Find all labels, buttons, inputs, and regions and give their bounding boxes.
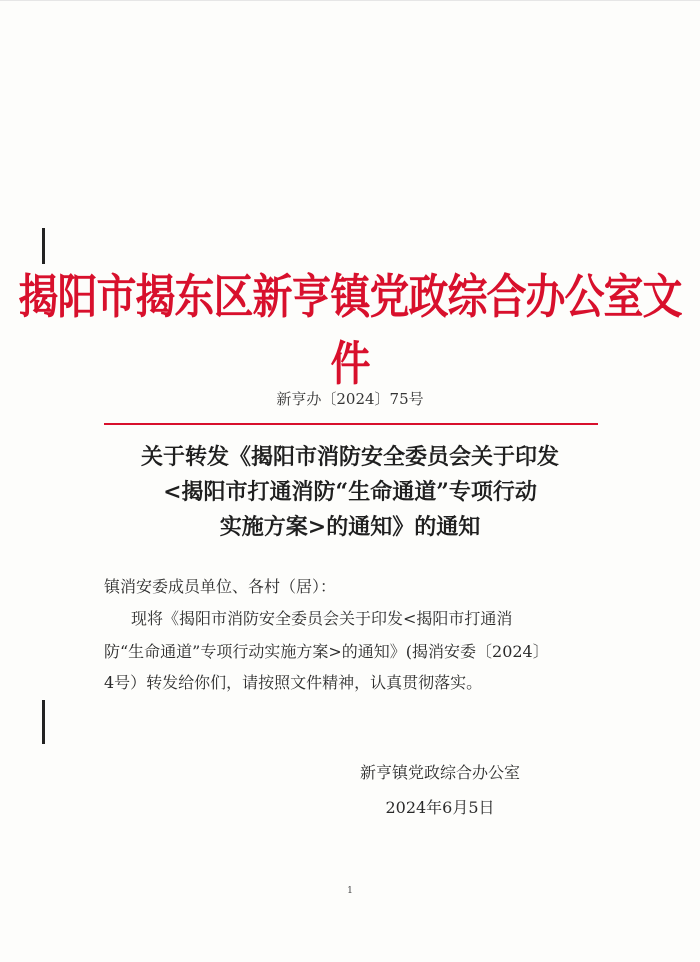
signature: 新亨镇党政综合办公室	[359, 763, 520, 782]
binding-mark-bottom	[42, 700, 45, 744]
issue-date: 2024年6月5日	[385, 798, 495, 817]
body-line: 防“生命通道”专项行动实施方案>的通知》(揭消安委〔2024〕	[104, 642, 549, 661]
binding-mark-top	[42, 228, 45, 264]
notice-title-line: 关于转发《揭阳市消防安全委员会关于印发	[140, 444, 559, 470]
document-number: 新亨办〔2024〕75号	[276, 390, 424, 408]
notice-title-line: <揭阳市打通消防“生命通道”专项行动	[163, 479, 537, 505]
notice-title	[60, 440, 640, 545]
body-line: 现将《揭阳市消防安全委员会关于印发<揭阳市打通消	[131, 609, 513, 628]
red-divider	[104, 423, 598, 425]
page-edge	[0, 0, 700, 1]
issuer-title: 揭阳市揭东区新亨镇党政综合办公室文件	[18, 269, 682, 392]
notice-title-line: 实施方案>的通知》的通知	[219, 514, 481, 540]
page-number: 1	[347, 886, 353, 896]
addressee: 镇消安委成员单位、各村（居）：	[104, 577, 337, 596]
body-line: 4号）转发给你们，请按照文件精神，认真贯彻落实。	[104, 673, 483, 692]
